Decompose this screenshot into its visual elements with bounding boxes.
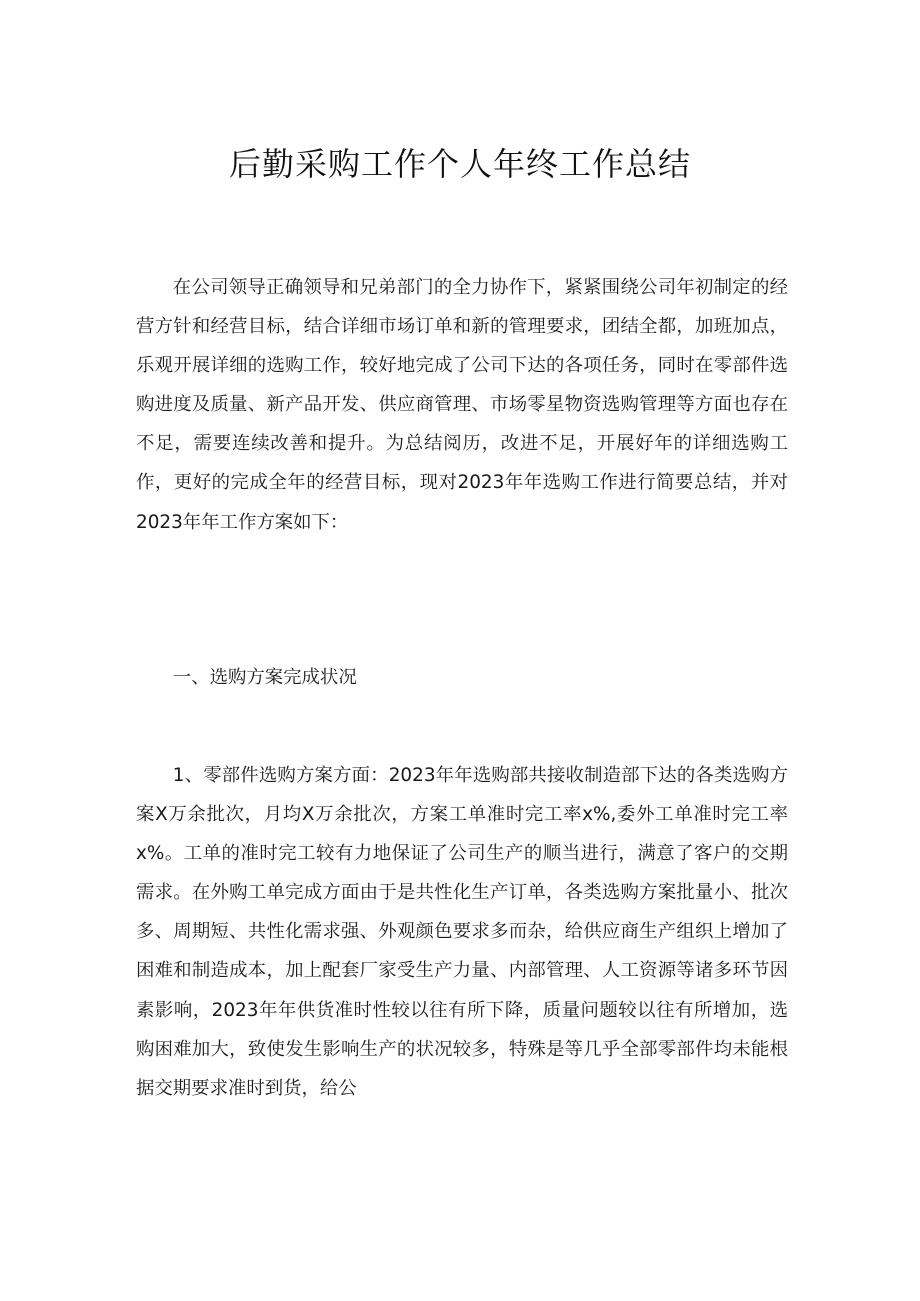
intro-paragraph: 在公司领导正确领导和兄弟部门的全力协作下，紧紧围绕公司年初制定的经营方针和经营目标，结合详细市场订单和新的管理要求，团结全都，加班加点，乐观开展详细的选购工作，较好地完成了公司下达的各项任务，同时在零部件选购进度及质量、新产品开发、供应商管理、市场零星物资选购管理等方面也存在不足，需要连续改善和提升。为总结阅历，改进不足，开展好年的详细选购工作，更好的完成全年的经营目标，现对2023年年选购工作进行简要总结，并对2023年年工作方案如下： bbox=[136, 277, 788, 533]
body-paragraph: 1、零部件选购方案方面：2023年年选购部共接收制造部下达的各类选购方案X万余批次，月均X万余批次，方案工单准时完工率x%,委外工单准时完工率x%。工单的准时完工较有力地保证了公司生产的顺当进行，满意了客户的交期需求。在外购工单完成方面由于是共性化生产订单，各类选购方案批量小、批次多、周期短、共性化需求强、外观颜色要求多而杂，给供应商生产组织上增加了困难和制造成本，加上配套厂家受生产力量、内部管理、人工资源等诸多环节因素影响，2023年年供货准时性较以往有所下降，质量问题较以往有所增加，选购困难加大，致使发生影响生产的状况较多，特殊是等几乎全部零部件均未能根据交期要求准时到货，给公 bbox=[136, 765, 788, 1099]
section-heading: 一、选购方案完成状况 bbox=[172, 667, 357, 688]
document-title: 后勤采购工作个人年终工作总结 bbox=[228, 145, 691, 183]
